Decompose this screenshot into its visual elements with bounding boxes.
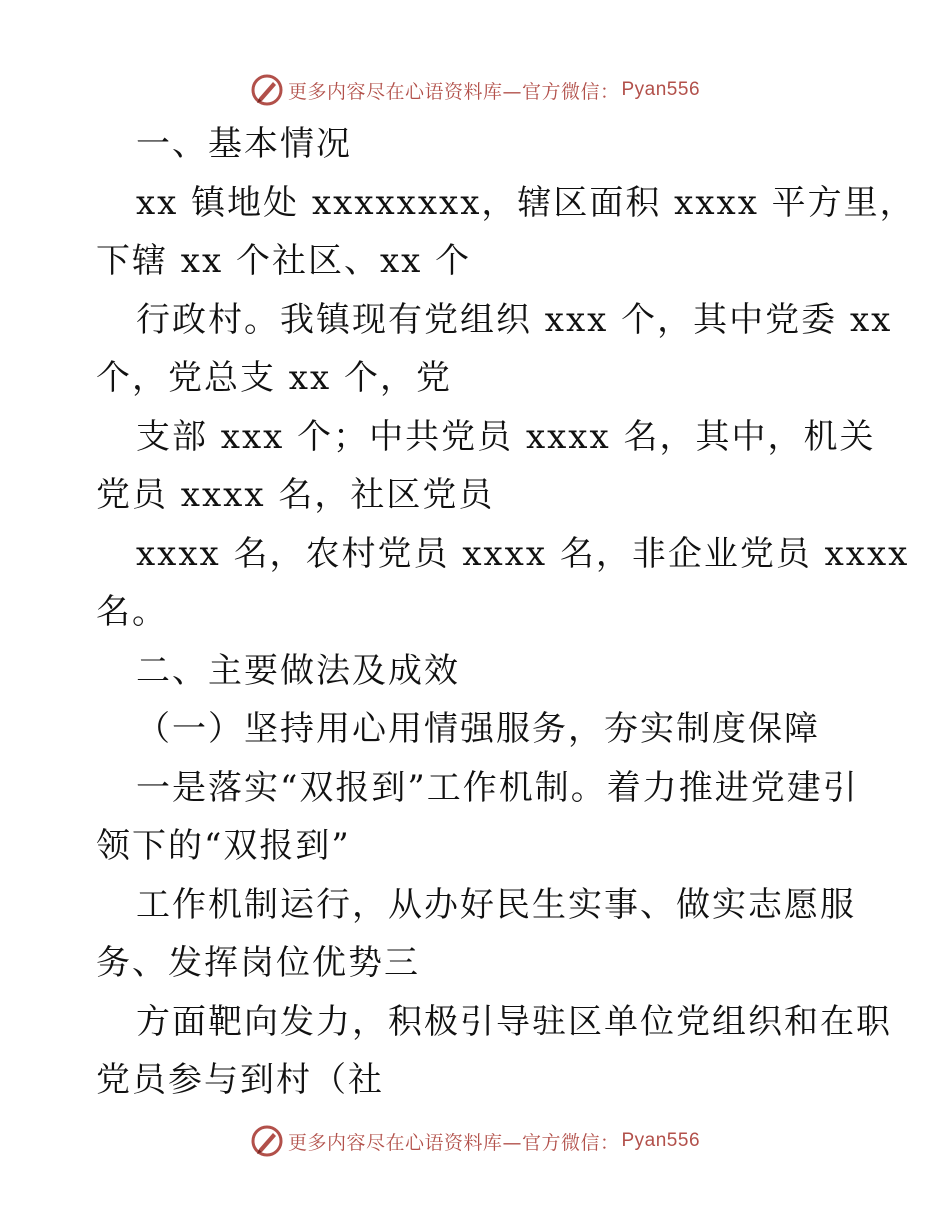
body-line: 务、发挥岗位优势三 [96, 943, 420, 983]
body-line: 领下的“双报到” [96, 826, 351, 866]
body-line: xxxx 名，农村党员 xxxx 名，非企业党员 xxxx [136, 533, 910, 574]
banner-wechat-id: Pyan556 [621, 79, 701, 100]
footer-banner [0, 1121, 950, 1161]
body-line: 支部 xxx 个；中共党员 xxxx 名，其中，机关 [136, 416, 876, 457]
body-line: 名。 [96, 592, 168, 632]
heading-basic-situation: 一、基本情况 [136, 124, 352, 164]
banner-text: 更多内容尽在心语资料库—官方微信： [287, 80, 620, 103]
document-body [96, 115, 916, 1110]
banner-wechat-id: Pyan556 [621, 1130, 701, 1151]
heading-main-practices: 二、主要做法及成效 [136, 650, 460, 691]
banner-text: 更多内容尽在心语资料库—官方微信： [287, 1131, 620, 1154]
body-line: 党员参与到村（社 [96, 1060, 384, 1100]
body-line: 工作机制运行，从办好民生实事、做实志愿服 [136, 884, 856, 925]
body-line: 行政村。我镇现有党组织 xxx 个，其中党委 xx [136, 299, 893, 340]
body-line: 一是落实“双报到”工作机制。着力推进党建引 [136, 767, 859, 808]
subheading-service: （一）坚持用心用情强服务，夯实制度保障 [136, 709, 820, 749]
header-banner [0, 70, 950, 110]
pen-logo-icon [250, 1124, 284, 1158]
body-line: 下辖 xx 个社区、xx 个 [96, 241, 472, 281]
body-line: 个，党总支 xx 个，党 [96, 358, 452, 398]
body-line: 党员 xxxx 名，社区党员 [96, 475, 495, 515]
body-line: 方面靶向发力，积极引导驻区单位党组织和在职 [136, 1001, 892, 1042]
body-line: xx 镇地处 xxxxxxxx，辖区面积 xxxx 平方里， [136, 182, 916, 223]
pen-logo-icon [250, 73, 284, 107]
